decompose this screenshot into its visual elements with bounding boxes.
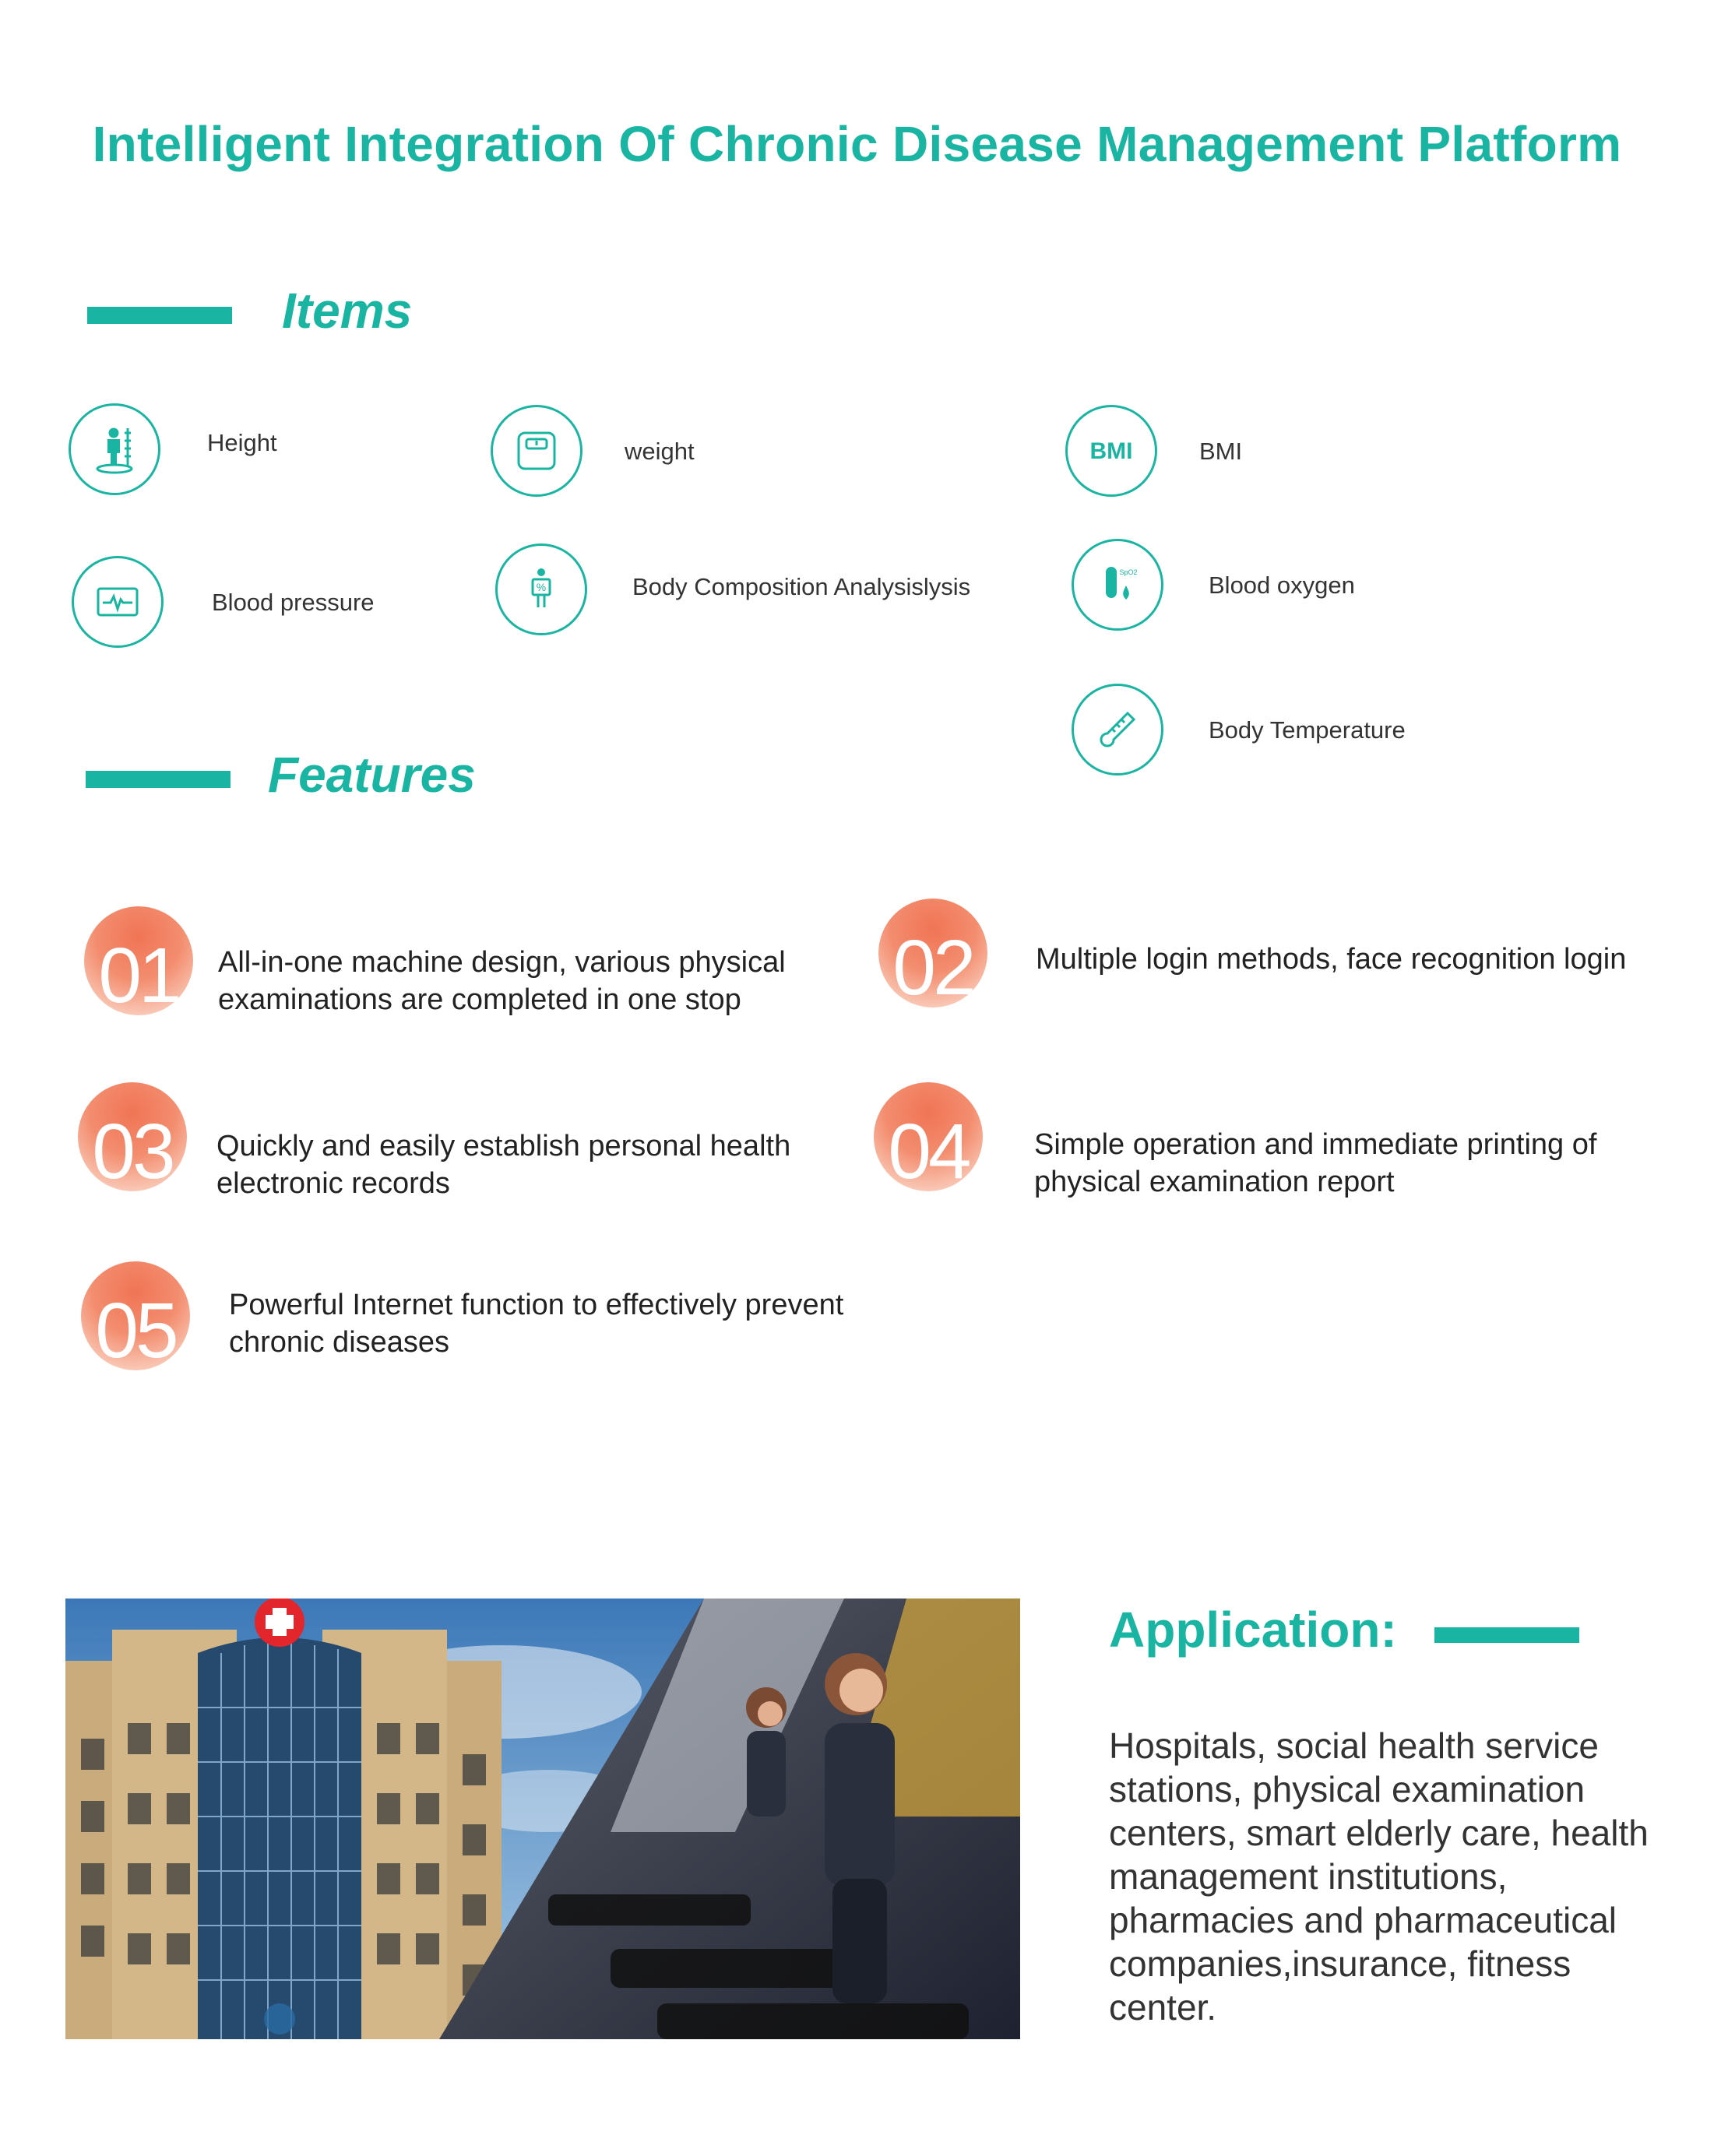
feature-number-badge — [84, 906, 193, 1015]
feature-number: 02 — [892, 924, 973, 1008]
feature-text: Powerful Internet function to effectively prevent chronic diseases — [229, 1289, 844, 1359]
feature-text: All-in-one machine design, various physical examinations are completed in one stop — [218, 946, 786, 1016]
application-heading-bar — [1434, 1627, 1579, 1643]
items-heading: Items — [282, 283, 413, 339]
features-heading: Features — [268, 747, 476, 803]
bmi-icon — [1065, 405, 1157, 497]
item-label-bmi: BMI — [1199, 438, 1243, 465]
feature-number-badge — [81, 1261, 190, 1370]
item-label-height: Height — [207, 429, 277, 456]
item-label-body-composition: Body Composition Analysislysis — [632, 573, 971, 600]
body-composition-icon — [495, 543, 587, 635]
item-label-blood-oxygen: Blood oxygen — [1209, 572, 1355, 599]
feature-text: Quickly and easily establish personal health electronic records — [216, 1130, 791, 1200]
bmi-icon-text: BMI — [1089, 438, 1133, 464]
feature-number: 01 — [98, 932, 179, 1015]
feature-number-badge — [878, 899, 987, 1008]
feature-number: 03 — [92, 1108, 173, 1191]
item-label-blood-pressure: Blood pressure — [212, 589, 375, 616]
feature-number-badge — [874, 1082, 983, 1191]
application-photo — [65, 1599, 1020, 2039]
scale-icon — [491, 405, 582, 497]
height-icon — [69, 403, 160, 495]
feature-number: 04 — [888, 1108, 969, 1191]
item-label-weight: weight — [625, 438, 695, 465]
application-heading: Application: — [1109, 1602, 1397, 1658]
item-label-body-temperature: Body Temperature — [1209, 716, 1406, 744]
thermometer-icon — [1072, 684, 1163, 776]
items-heading-bar — [87, 307, 232, 324]
features-heading-bar — [86, 771, 231, 788]
blood-oxygen-icon-text: SpO2 — [1119, 568, 1138, 576]
feature-number: 05 — [95, 1287, 176, 1370]
feature-text: Multiple login methods, face recognition login — [1036, 943, 1627, 976]
feature-text: Simple operation and immediate printing of physical examination report — [1034, 1128, 1597, 1198]
body-composition-icon-text: % — [536, 581, 547, 593]
page-title: Intelligent Integration Of Chronic Disease Management Platform — [92, 116, 1622, 172]
blood-oxygen-icon — [1072, 539, 1163, 631]
feature-number-badge — [78, 1082, 187, 1191]
application-description: Hospitals, social health service stations, physical examination centers, smart elderly care, health management institutions, pharmacies and pharmaceutical companies,insurance, fitness center. — [1109, 1725, 1649, 2028]
blood-pressure-icon — [72, 556, 164, 648]
